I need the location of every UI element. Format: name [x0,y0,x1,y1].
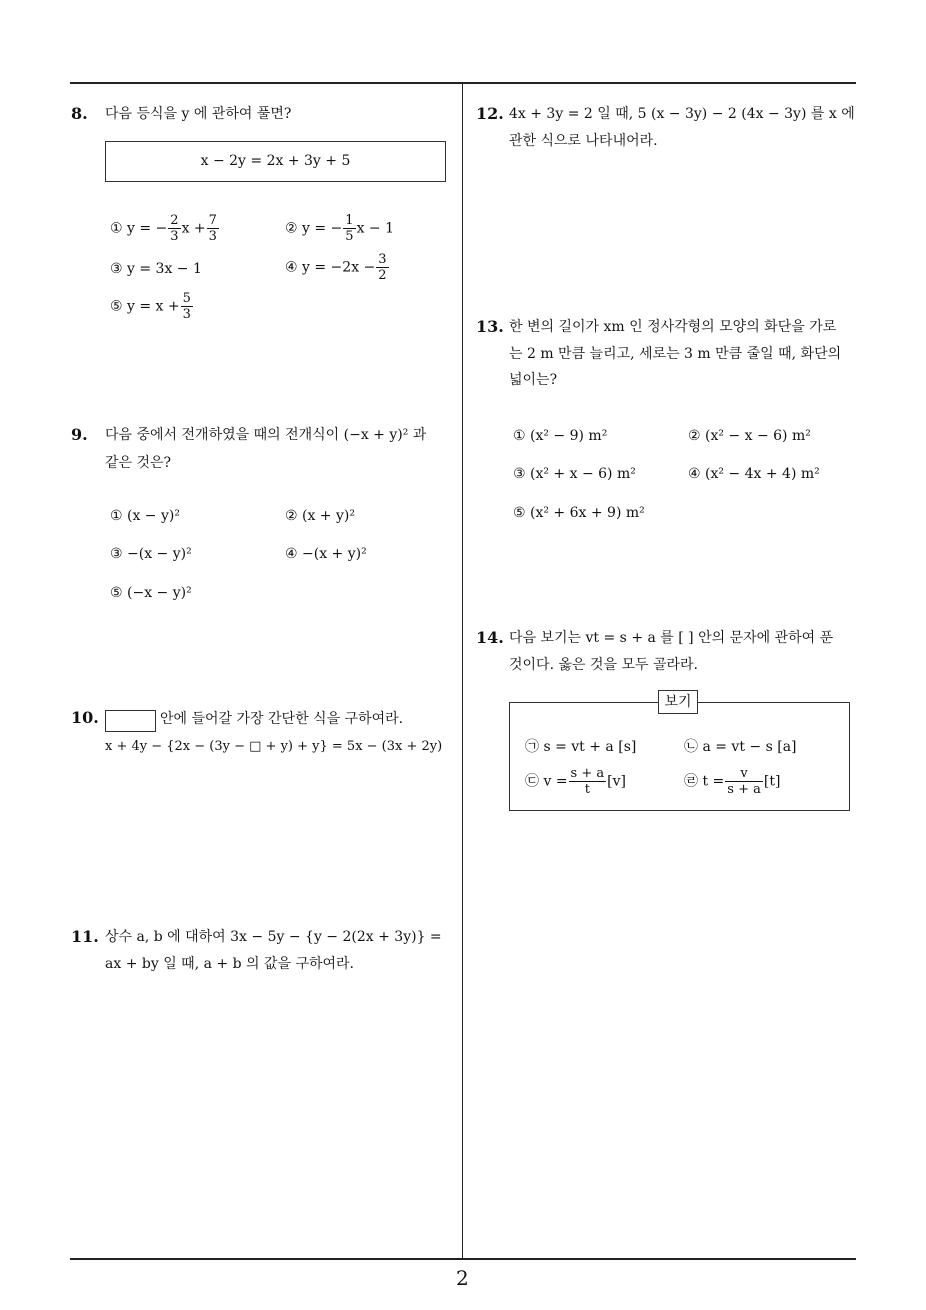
q12-line2: 관한 식으로 나타내어라. [509,133,658,149]
q11-line2: ax + by 일 때, a + b 의 값을 구하여라. [105,956,355,972]
q14-item-2[interactable]: ㉡ a = vt − s [a] [684,739,797,755]
q13-choice-4[interactable]: ④ (x² − 4x + 4) m² [688,466,820,482]
q9-choice-1[interactable]: ① (x − y)² [110,508,180,524]
q11-number: 11. [71,927,99,946]
q13-choice-2[interactable]: ② (x² − x − 6) m² [688,428,811,444]
q8-choice-5[interactable]: ⑤ y = x + $\frac{5}{3}$ [110,291,191,322]
q9-line1: 다음 중에서 전개하였을 때의 전개식이 (−x + y)² 과 [105,427,427,443]
q13-line3: 넓이는? [509,372,558,388]
q14-bogi-label: 보기 [658,690,698,714]
q8-number: 8. [71,104,88,123]
q13-choice-3[interactable]: ③ (x² + x − 6) m² [513,466,636,482]
q13-choice-1[interactable]: ① (x² − 9) m² [513,428,608,444]
top-rule [70,82,856,84]
q13-choice-5[interactable]: ⑤ (x² + 6x + 9) m² [513,505,645,521]
q13-number: 13. [476,317,504,336]
q10-blank-box [105,710,156,732]
q14-item-3[interactable]: ㉢ v = $\frac{s + a}{t}$ [v] [525,766,626,797]
q14-line1: 다음 보기는 vt = s + a 를 [ ] 안의 문자에 관하여 푼 [509,630,834,646]
q14-item-4[interactable]: ㉣ t = $\frac{v}{s + a}$ [t] [684,766,781,797]
q14-item-1[interactable]: ㉠ s = vt + a [s] [525,739,637,755]
bottom-rule [70,1258,856,1260]
q8-choice-2[interactable]: ② y = − $\frac{1}{5}$ x − 1 [285,213,395,244]
q9-line2: 같은 것은? [105,455,172,471]
q13-line1: 한 변의 길이가 xm 인 정사각형의 모양의 화단을 가로 [509,319,837,335]
q12-number: 12. [476,104,504,123]
column-divider [462,84,463,1259]
q8-text: 다음 등식을 y 에 관하여 풀면? [105,106,292,122]
q9-choice-2[interactable]: ② (x + y)² [285,508,355,524]
q9-number: 9. [71,425,88,444]
q9-choice-4[interactable]: ④ −(x + y)² [285,546,367,562]
q14-number: 14. [476,628,504,647]
q13-line2: 는 2 m 만큼 늘리고, 세로는 3 m 만큼 줄일 때, 화단의 [509,346,842,362]
q8-equation: x − 2y = 2x + 3y + 5 [200,153,351,169]
q14-line2: 것이다. 옳은 것을 모두 골라라. [509,657,698,673]
q10-number: 10. [71,708,99,727]
q8-choice-4[interactable]: ④ y = −2x − $\frac{3}{2}$ [285,252,387,283]
page-number: 2 [456,1266,469,1290]
q9-choice-5[interactable]: ⑤ (−x − y)² [110,585,192,601]
q9-choice-3[interactable]: ③ −(x − y)² [110,546,192,562]
q12-line1: 4x + 3y = 2 일 때, 5 (x − 3y) − 2 (4x − 3y) 를 x 에 [509,106,855,122]
q8-choice-1[interactable]: ① y = − $\frac{2}{3}$ x + $\frac{7}{3}$ [110,213,217,244]
q10-text: 안에 들어갈 가장 간단한 식을 구하여라. [160,711,404,727]
q11-line1: 상수 a, b 에 대하여 3x − 5y − {y − 2(2x + 3y)} = [105,929,442,945]
q10-equation: x + 4y − {2x − (3y − □ + y) + y} = 5x − (3x + 2y) [105,739,443,754]
q8-equation-box [105,141,446,182]
q8-choice-3[interactable]: ③ y = 3x − 1 [110,261,202,277]
